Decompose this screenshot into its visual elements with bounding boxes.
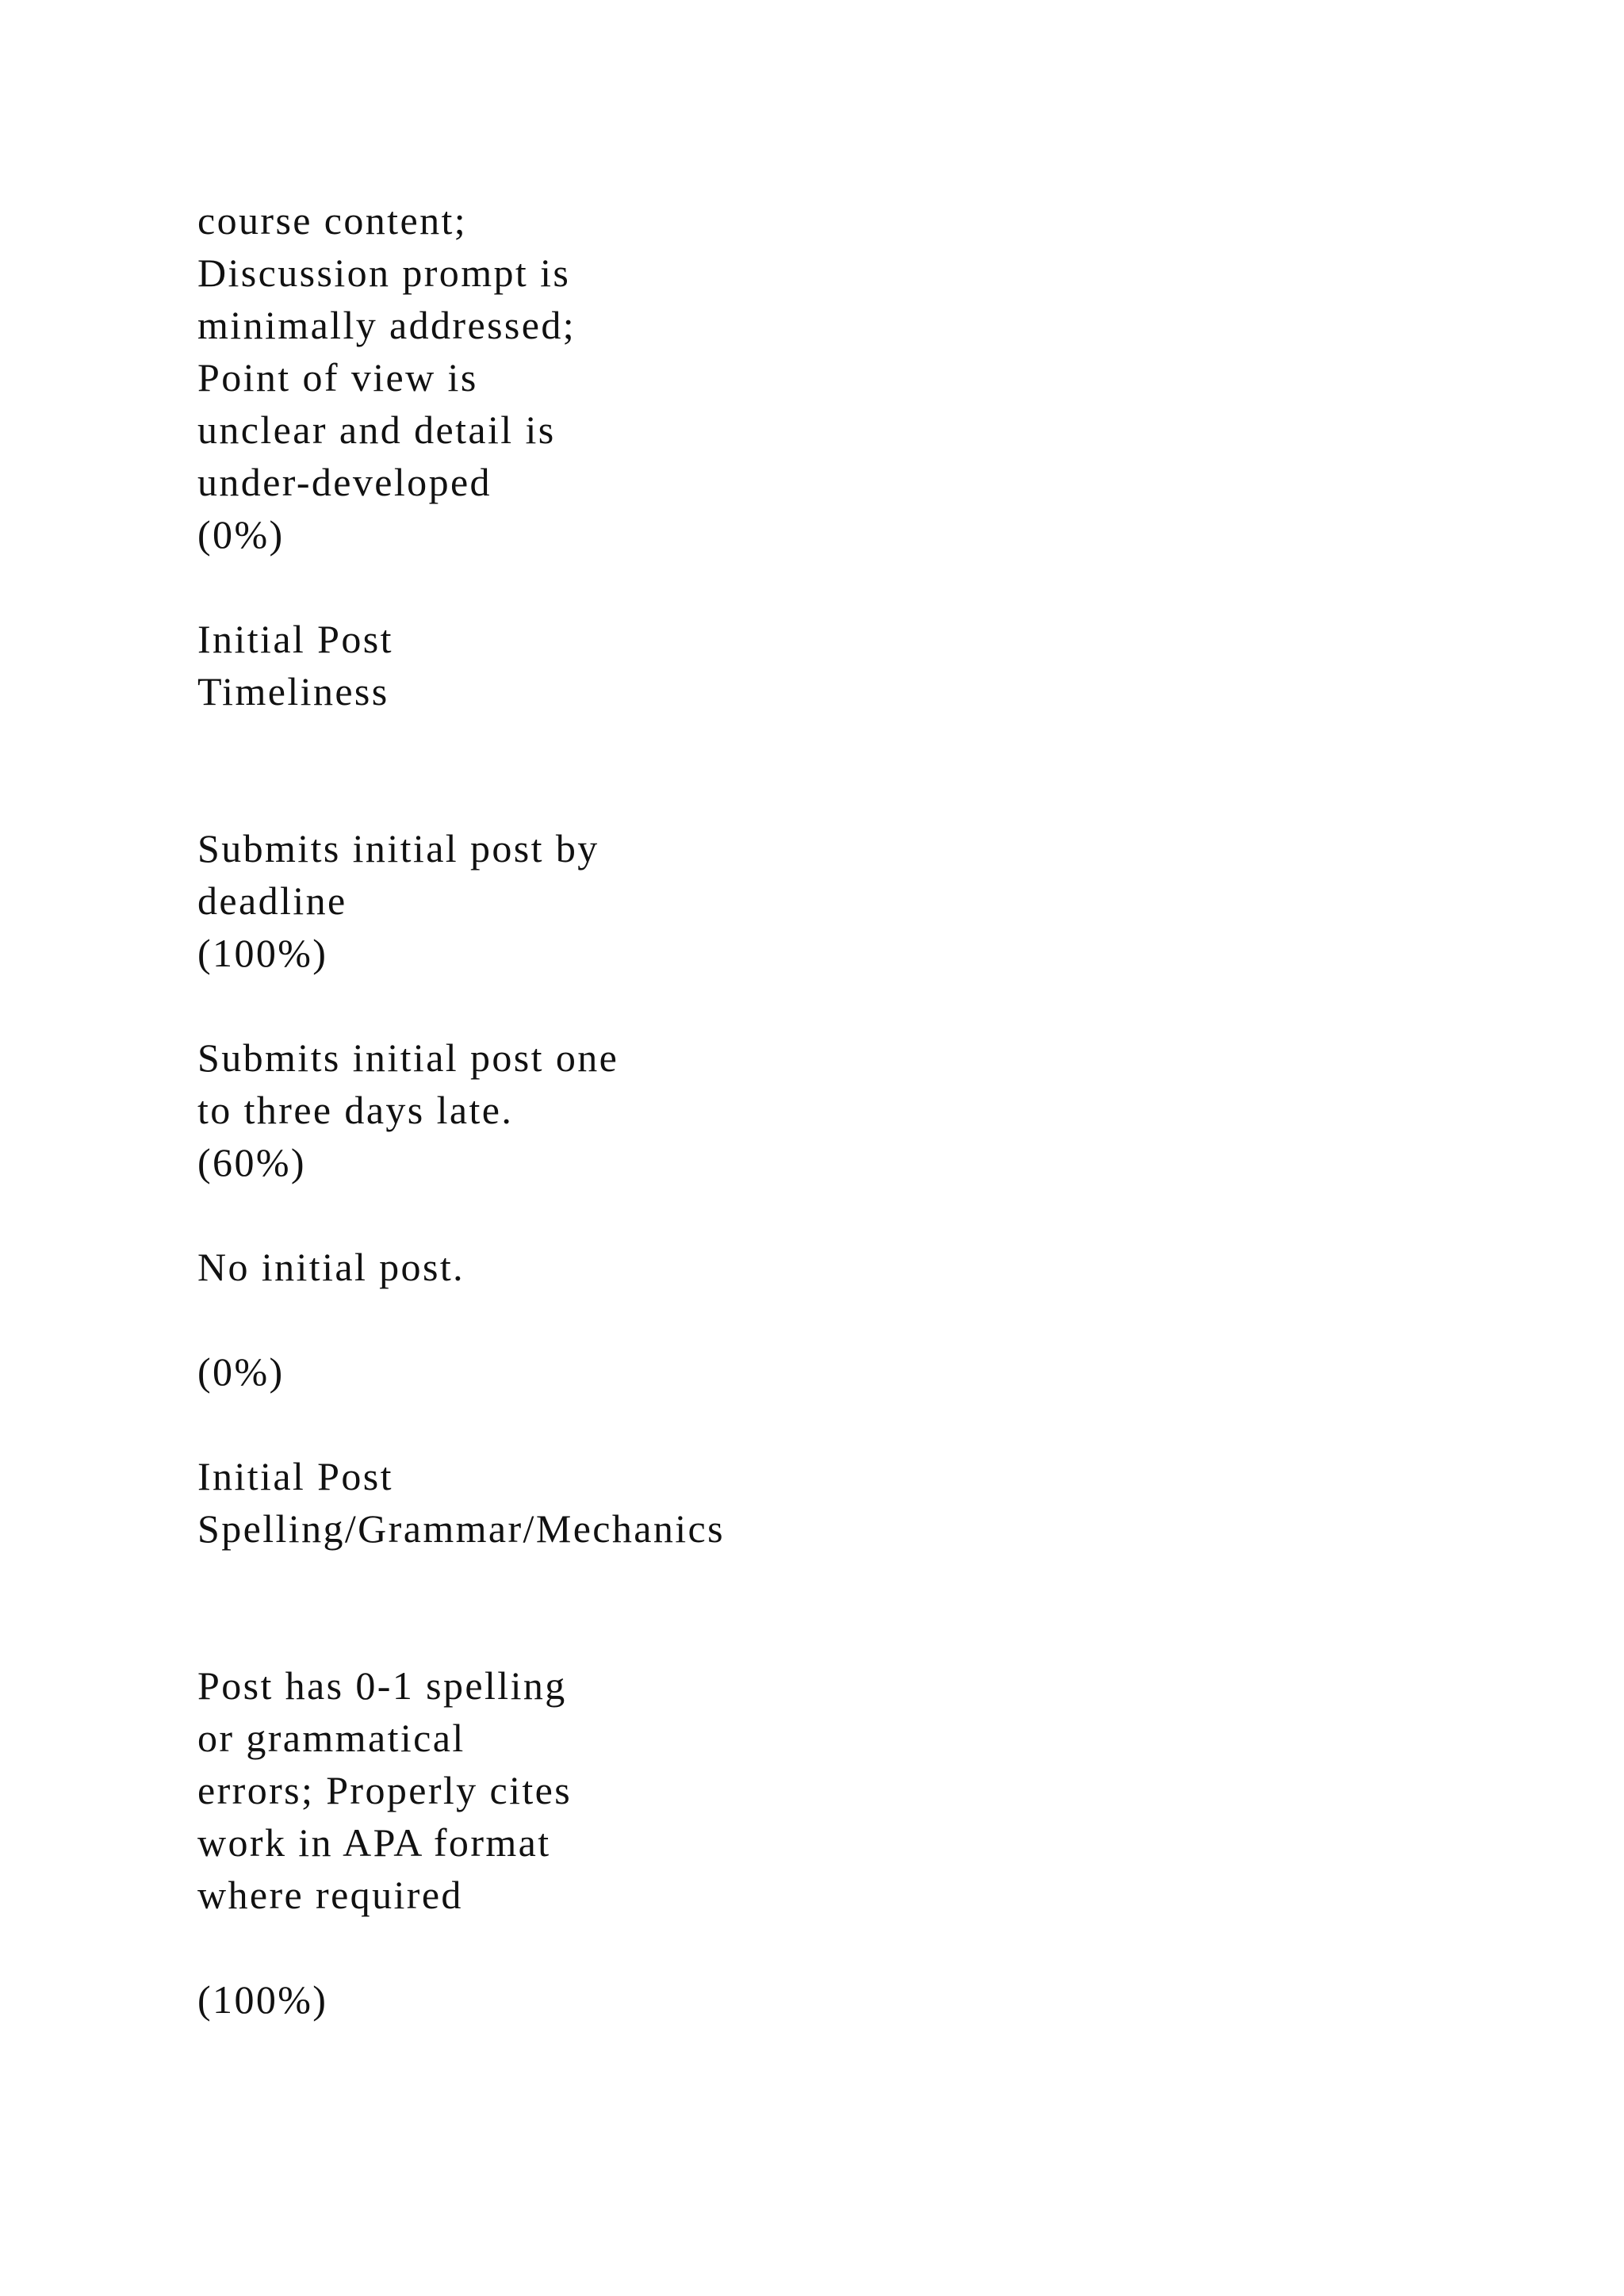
- text-line: unclear and detail is: [197, 408, 556, 452]
- blank-line: [197, 1188, 1545, 1241]
- text-line: Point of view is: [197, 355, 478, 400]
- blank-line: [197, 1921, 1545, 1973]
- text-line: minimally addressed;: [197, 303, 576, 347]
- text-line: work in APA format: [197, 1820, 551, 1865]
- percentage-text: (0%): [197, 1349, 285, 1394]
- text-line: deadline: [197, 878, 347, 923]
- blank-line: [197, 1555, 1545, 1607]
- text-line: errors; Properly cites: [197, 1768, 573, 1812]
- percentage-text: (60%): [197, 1140, 306, 1184]
- text-line: Post has 0-1 spelling: [197, 1663, 567, 1708]
- percentage-text: (100%): [197, 931, 328, 975]
- blank-line: [197, 1607, 1545, 1659]
- text-line: or grammatical: [197, 1716, 465, 1760]
- blank-line: [197, 561, 1545, 613]
- document-text: [197, 194, 1545, 2026]
- text-line: where required: [197, 1873, 463, 1917]
- text-line: Submits initial post one: [197, 1035, 619, 1080]
- text-line: course content;: [197, 198, 468, 243]
- criterion-heading: Initial Post: [197, 617, 393, 661]
- blank-line: [197, 770, 1545, 822]
- percentage-text: (0%): [197, 512, 285, 557]
- criterion-heading: Spelling/Grammar/Mechanics: [197, 1506, 726, 1551]
- text-line: Discussion prompt is: [197, 251, 571, 295]
- blank-line: [197, 1398, 1545, 1450]
- blank-line: [197, 1293, 1545, 1345]
- blank-line: [197, 979, 1545, 1031]
- text-line: under-developed: [197, 460, 492, 504]
- blank-line: [197, 718, 1545, 770]
- percentage-text: (100%): [197, 1977, 328, 2022]
- text-line: No initial post.: [197, 1245, 465, 1289]
- text-line: Submits initial post by: [197, 826, 599, 871]
- text-line: to three days late.: [197, 1088, 514, 1132]
- criterion-heading: Initial Post: [197, 1454, 393, 1498]
- criterion-heading: Timeliness: [197, 669, 389, 714]
